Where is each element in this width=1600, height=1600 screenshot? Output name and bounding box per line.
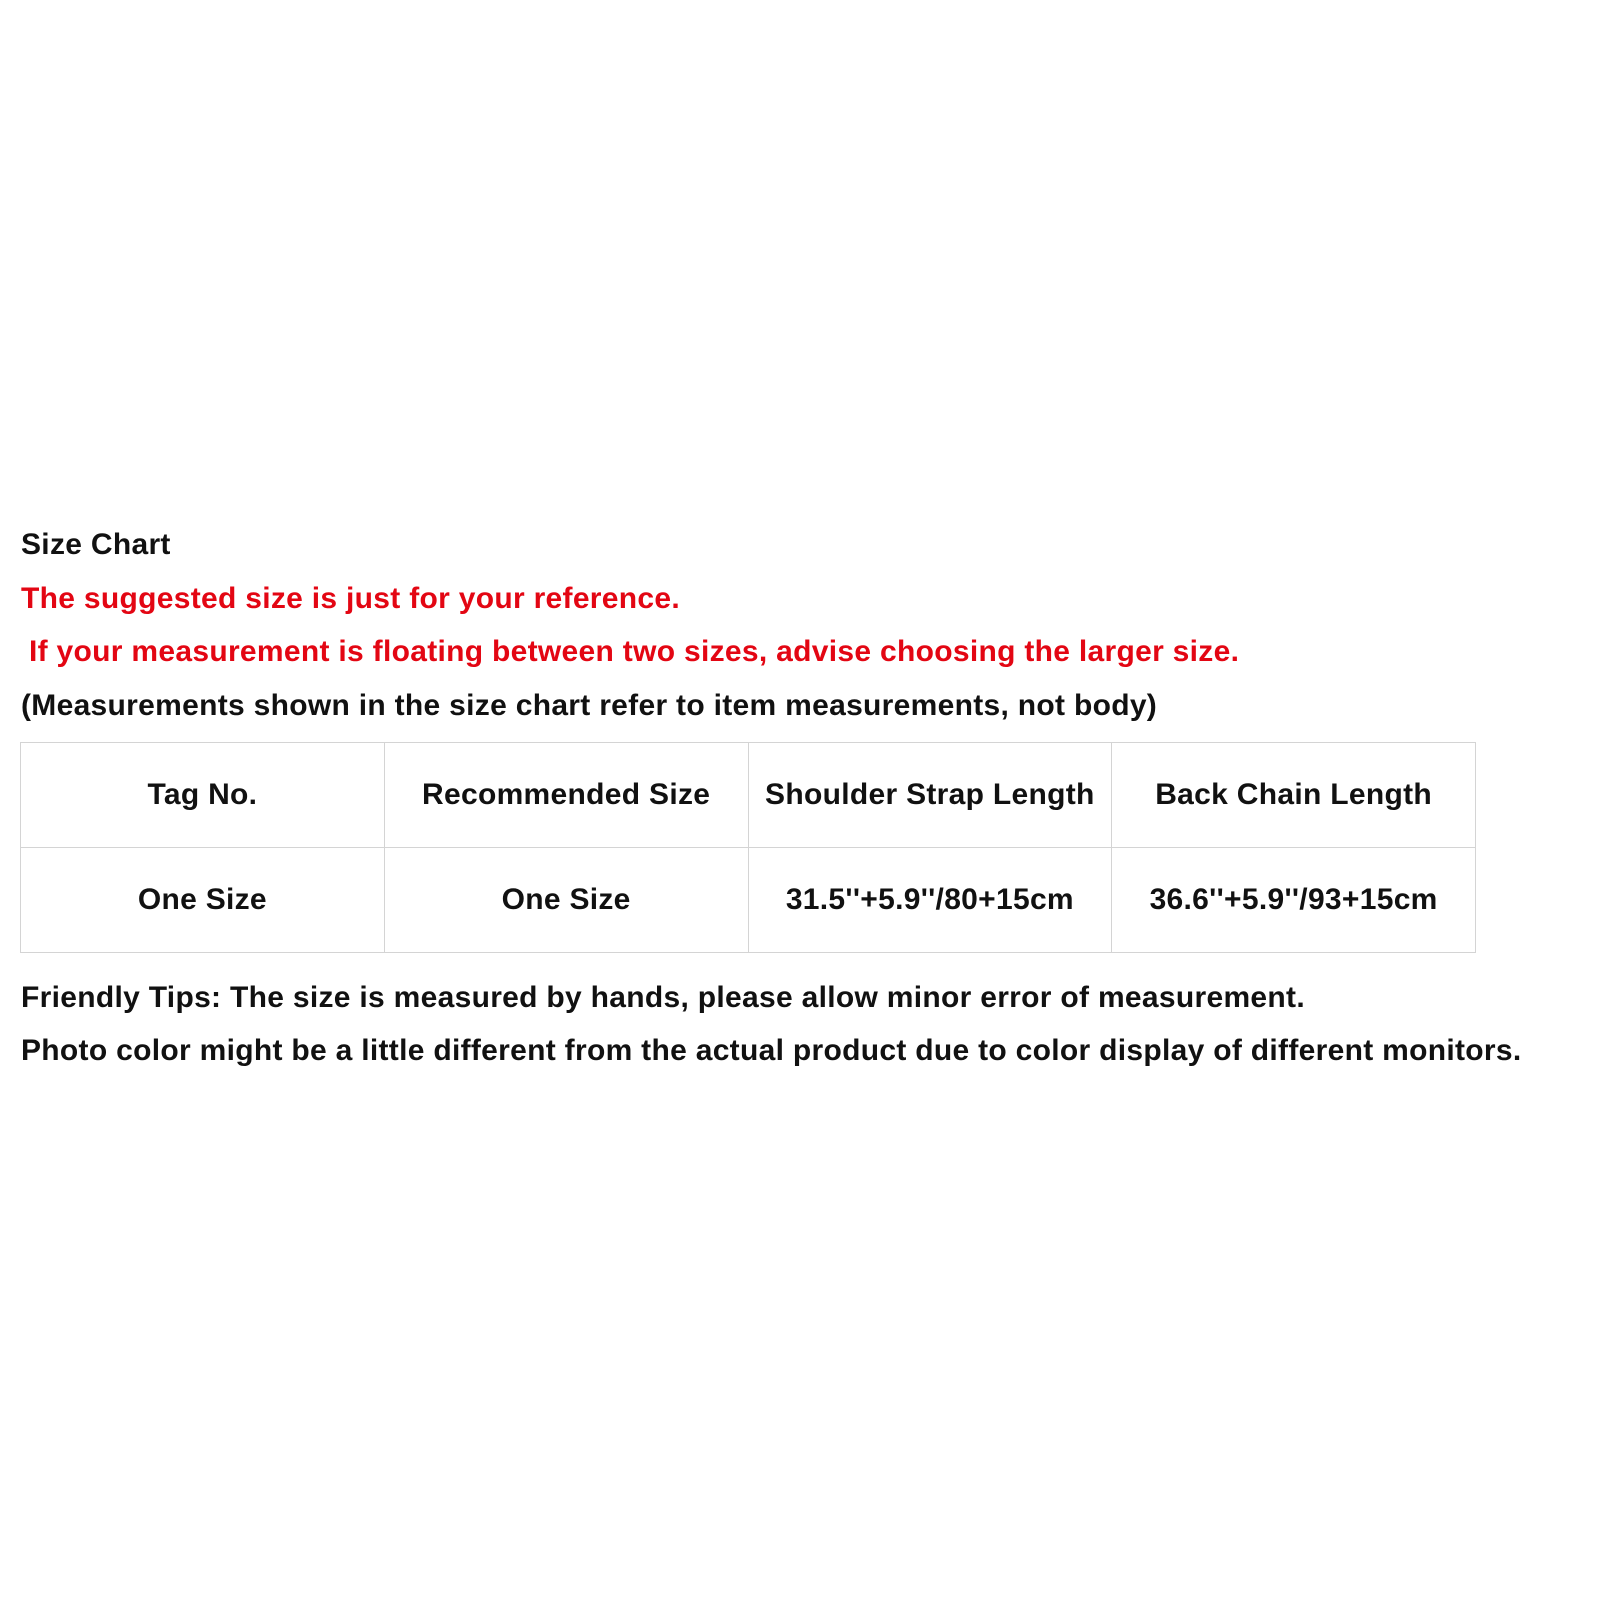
table-header-row — [21, 743, 1476, 848]
cell-recommended-size: One Size — [384, 848, 748, 953]
table-row — [21, 848, 1476, 953]
friendly-tip: Friendly Tips: The size is measured by hands, please allow minor error of measurement. — [21, 981, 1305, 1014]
cell-back-chain-length: 36.6''+5.9''/93+15cm — [1112, 848, 1476, 953]
measurement-note: (Measurements shown in the size chart refer to item measurements, not body) — [21, 689, 1158, 722]
sizing-advice-note: If your measurement is floating between two sizes, advise choosing the larger size. — [29, 635, 1240, 668]
cell-tag-no: One Size — [21, 848, 385, 953]
reference-note: The suggested size is just for your reference. — [21, 582, 680, 615]
header-shoulder-strap-length: Shoulder Strap Length — [748, 743, 1112, 848]
header-tag-no: Tag No. — [21, 743, 385, 848]
page-title: Size Chart — [21, 528, 171, 561]
color-disclaimer: Photo color might be a little different from the actual product due to color display of different monitors. — [21, 1034, 1522, 1067]
cell-shoulder-strap-length: 31.5''+5.9''/80+15cm — [748, 848, 1112, 953]
header-recommended-size: Recommended Size — [384, 743, 748, 848]
size-chart-table — [20, 742, 1476, 953]
header-back-chain-length: Back Chain Length — [1112, 743, 1476, 848]
